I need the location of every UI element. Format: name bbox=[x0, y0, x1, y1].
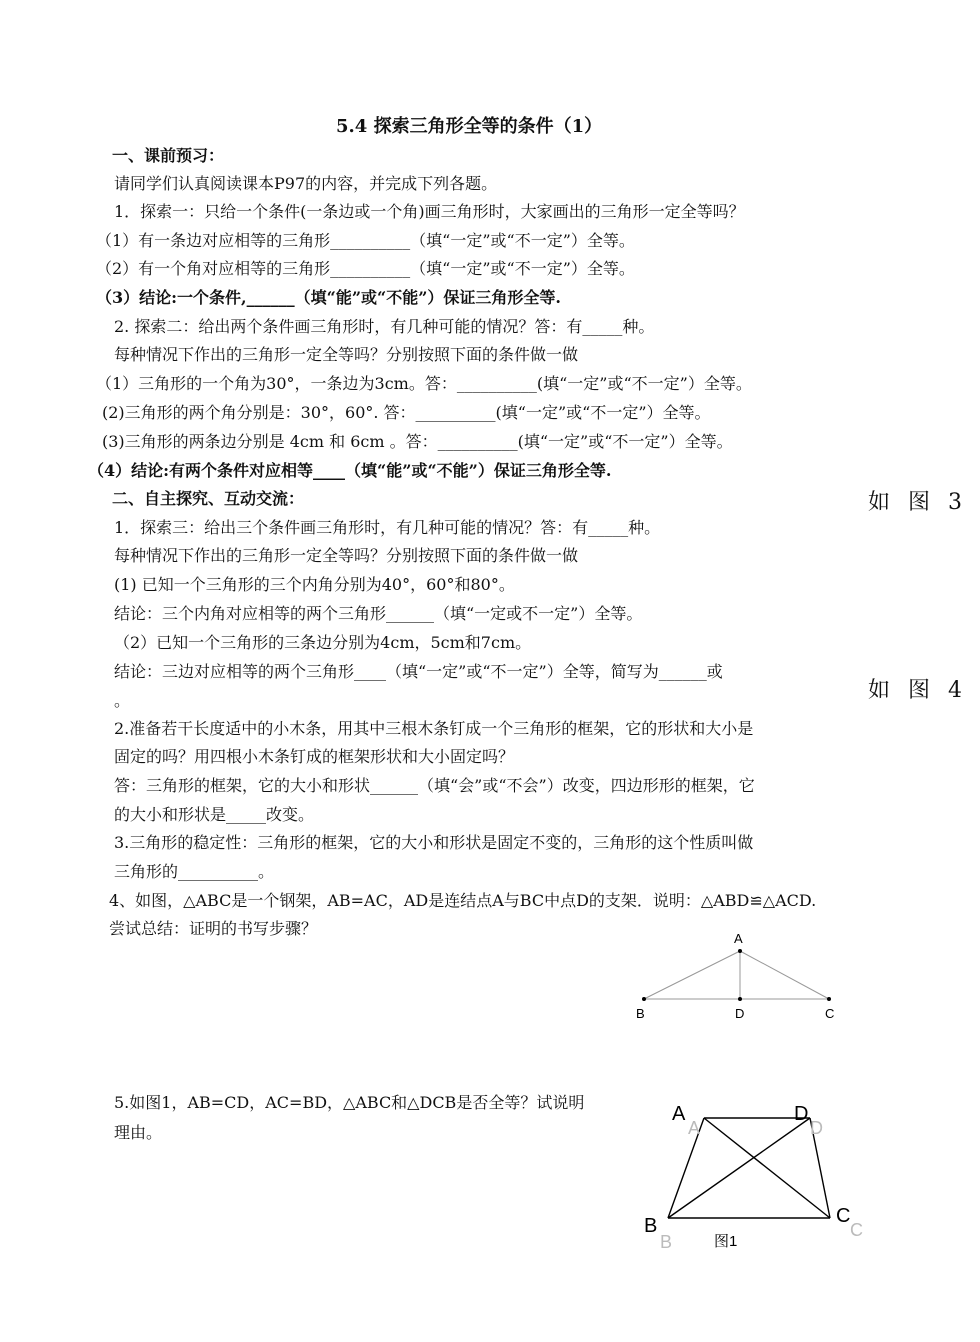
figure-caption: 图1 bbox=[714, 1233, 738, 1250]
text-line: 理由。 bbox=[114, 1123, 163, 1142]
text-line: 三角形的__________。 bbox=[114, 862, 275, 881]
label-b: B bbox=[636, 1006, 645, 1021]
text-line: 答：三角形的框架，它的大小和形状______（填“会”或“不会”）改变，四边形形的框架，它 bbox=[114, 776, 755, 795]
point-c bbox=[827, 997, 831, 1001]
label-b: B bbox=[644, 1215, 658, 1237]
text-line: 2. 探索二：给出两个条件画三角形时，有几种可能的情况？答：有_____种。 bbox=[114, 317, 655, 336]
figure-1 bbox=[630, 1090, 880, 1260]
text-line: 2.准备若干长度适中的小木条，用其中三根木条钉成一个三角形的框架，它的形状和大小是 bbox=[114, 719, 754, 738]
conclusion-line: （4）结论:有两个条件对应相等____（填“能”或“不能”）保证三角形全等. bbox=[88, 461, 612, 480]
label-c: C bbox=[836, 1205, 851, 1227]
label-d: D bbox=[735, 1006, 745, 1021]
text-line: (2)三角形的两个角分别是：30°，60°. 答：__________(填“一定”或“不一定”）全等。 bbox=[102, 403, 711, 422]
text-line: 每种情况下作出的三角形一定全等吗？分别按照下面的条件做一做 bbox=[114, 345, 579, 364]
text-line: 4、如图，△ABC是一个钢架，AB=AC，AD是连结点A与BC中点D的支架．说明：△ABD≌△ACD. bbox=[109, 891, 817, 910]
text-line: （2）已知一个三角形的三条边分别为4cm，5cm和7cm。 bbox=[114, 633, 532, 652]
label-d-ghost: D bbox=[810, 1118, 823, 1138]
text-line: 的大小和形状是_____改变。 bbox=[114, 805, 315, 824]
text-line: 。 bbox=[114, 691, 131, 710]
label-a-ghost: A bbox=[688, 1118, 701, 1138]
point-b bbox=[642, 997, 646, 1001]
text-line: 尝试总结：证明的书写步骤？ bbox=[109, 919, 318, 938]
segment-ac bbox=[740, 951, 829, 999]
figure-reference-4: 如图4 bbox=[868, 678, 980, 703]
conclusion-line: （3）结论:一个条件,______（填“能”或“不能”）保证三角形全等. bbox=[96, 288, 561, 307]
label-c-ghost: C bbox=[850, 1220, 863, 1240]
text-line: 1．探索一：只给一个条件(一条边或一个角)画三角形时，大家画出的三角形一定全等吗？ bbox=[114, 202, 745, 221]
section-heading-explore: 二、自主探究、互动交流： bbox=[112, 489, 305, 508]
section-heading-preview: 一、课前预习： bbox=[112, 146, 225, 165]
text-line: 每种情况下作出的三角形一定全等吗？分别按照下面的条件做一做 bbox=[114, 546, 579, 565]
label-d: D bbox=[794, 1103, 809, 1125]
text-line: （2）有一个角对应相等的三角形__________（填“一定”或“不一定”）全等。 bbox=[96, 259, 635, 278]
label-b-ghost: B bbox=[660, 1232, 673, 1252]
label-c: C bbox=[825, 1006, 835, 1021]
text-line: （1）三角形的一个角为30°，一条边为3cm。答：__________(填“一定”或“不一定”）全等。 bbox=[96, 374, 752, 393]
text-line: 固定的吗？用四根小木条钉成的框架形状和大小固定吗？ bbox=[114, 747, 515, 766]
label-a: A bbox=[734, 931, 743, 946]
text-line: 5.如图1，AB=CD，AC=BD，△ABC和△DCB是否全等？试说明 bbox=[114, 1093, 585, 1112]
label-a: A bbox=[672, 1103, 686, 1125]
text-line: （1）有一条边对应相等的三角形__________（填“一定”或“不一定”）全等。 bbox=[96, 231, 635, 250]
text-line: (1) 已知一个三角形的三个内角分别为40°，60°和80°。 bbox=[114, 575, 515, 594]
triangle-abc-figure bbox=[620, 925, 860, 1035]
point-a bbox=[738, 949, 742, 953]
text-line: 1．探索三：给出三个条件画三角形时，有几种可能的情况？答：有_____种。 bbox=[114, 518, 661, 537]
text-line: 请同学们认真阅读课本P97的内容，并完成下列各题。 bbox=[114, 174, 498, 193]
text-line: 结论：三边对应相等的两个三角形____（填“一定”或“不一定”）全等，简写为______或 bbox=[114, 662, 723, 681]
figure-reference-3: 如图3 bbox=[868, 490, 980, 515]
point-d bbox=[738, 997, 742, 1001]
page-title: 5.4 探索三角形全等的条件（1） bbox=[336, 116, 603, 137]
text-line: (3)三角形的两条边分别是 4cm 和 6cm 。答：__________(填“一定”或“不一定”）全等。 bbox=[102, 432, 733, 451]
text-line: 3.三角形的稳定性：三角形的框架，它的大小和形状是固定不变的，三角形的这个性质叫做 bbox=[114, 833, 754, 852]
text-line: 结论：三个内角对应相等的两个三角形______（填“一定或不一定”）全等。 bbox=[114, 604, 643, 623]
segment-ab bbox=[644, 951, 740, 999]
